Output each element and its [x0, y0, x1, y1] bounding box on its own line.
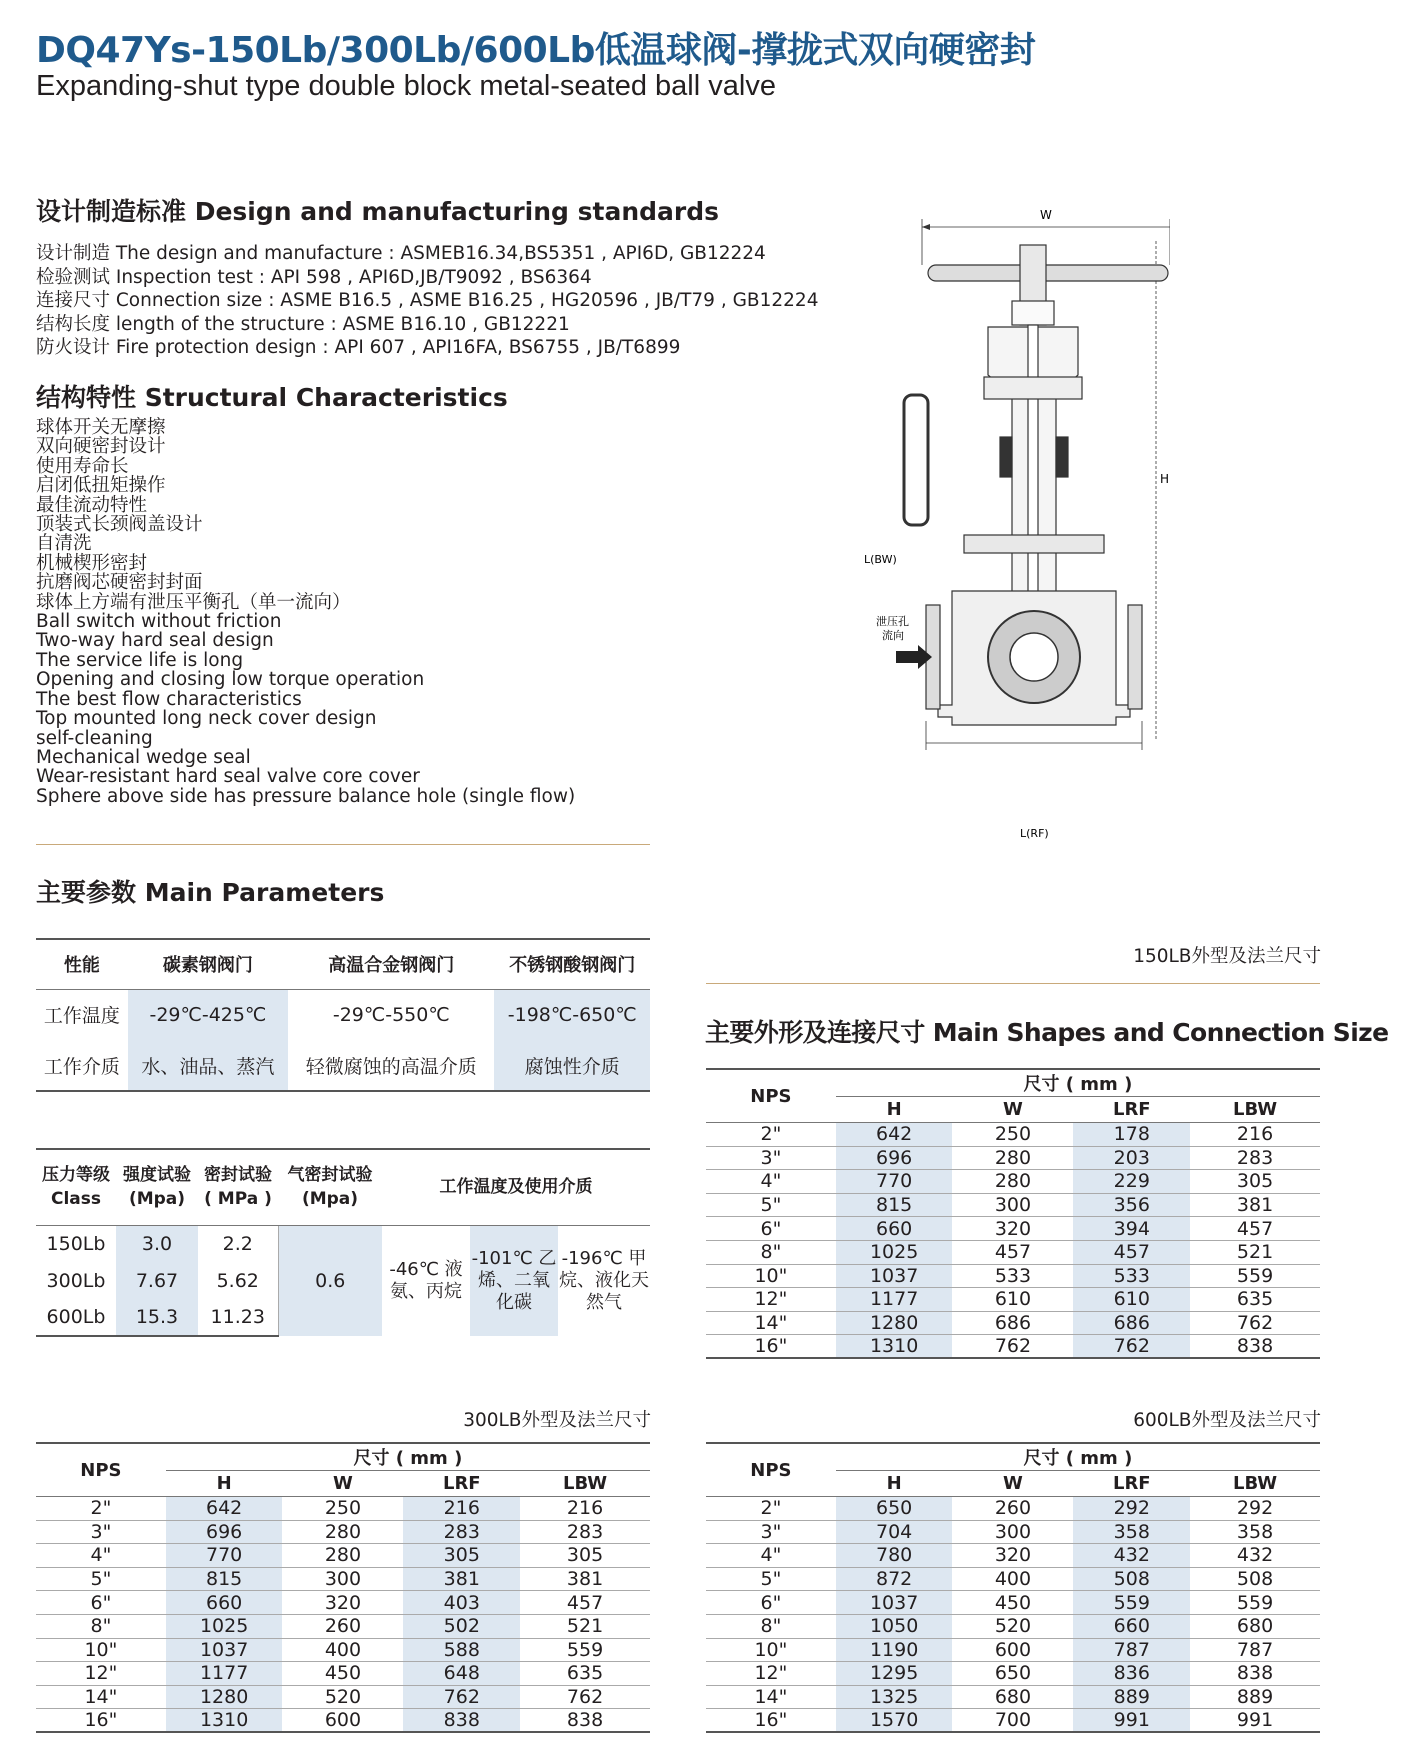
nps-cell: 14" — [706, 1685, 836, 1709]
dim-cell: 1190 — [836, 1638, 953, 1662]
table-row — [706, 1638, 1320, 1662]
dim-cell: 696 — [166, 1520, 283, 1544]
dim-cell: 1025 — [166, 1614, 283, 1638]
dim-cell: 260 — [282, 1614, 403, 1638]
dim-cell: 838 — [403, 1709, 520, 1733]
col-header-nps: NPS — [706, 1069, 836, 1123]
dim-cell: 872 — [836, 1567, 953, 1591]
structural-item: Ball switch without friction — [36, 611, 282, 633]
dim-cell: 1310 — [836, 1335, 953, 1359]
dim-cell: 660 — [166, 1591, 283, 1615]
table-row — [36, 1662, 650, 1686]
dim-cell: 508 — [1073, 1567, 1190, 1591]
dim-cell: 457 — [1190, 1217, 1320, 1241]
table-row — [706, 1567, 1320, 1591]
nps-cell: 6" — [36, 1591, 166, 1615]
structural-item: 最佳流动特性 — [36, 494, 148, 516]
dim-cell: 403 — [403, 1591, 520, 1615]
structural-item: 抗磨阀芯硬密封封面 — [36, 572, 203, 594]
dim-cell: 762 — [952, 1335, 1073, 1359]
structural-item: self-cleaning — [36, 727, 153, 749]
nps-cell: 10" — [36, 1638, 166, 1662]
media-cell: -196℃ 甲烷、液化天然气 — [559, 1247, 649, 1313]
flow-direction-label: 流向 — [882, 629, 904, 642]
structural-list — [36, 418, 575, 806]
dim-cell: 432 — [1190, 1544, 1320, 1568]
perf-cell: -29℃-425℃ — [128, 989, 288, 1040]
lrf-label: L(RF) — [1020, 827, 1049, 840]
dim-cell: 280 — [952, 1146, 1073, 1170]
pressure-cell: 600Lb — [36, 1299, 116, 1336]
table-caption-300lb: 300LB外型及法兰尺寸 — [463, 1410, 651, 1431]
dim-cell: 520 — [952, 1614, 1073, 1638]
standards-heading: 设计制造标准 Design and manufacturing standards — [36, 197, 720, 226]
dim-cell: 320 — [952, 1544, 1073, 1568]
dim-cell: 450 — [282, 1662, 403, 1686]
dim-cell: 216 — [403, 1497, 520, 1521]
relief-hole-label: 泄压孔 — [876, 615, 909, 628]
perf-cell: 水、油品、蒸汽 — [128, 1040, 288, 1091]
dim-cell: 559 — [1073, 1591, 1190, 1615]
dim-cell: 1295 — [836, 1662, 953, 1686]
dim-cell: 762 — [403, 1685, 520, 1709]
performance-table — [36, 938, 650, 1092]
media-cell: -46℃ 液氨、丙烷 — [389, 1258, 463, 1302]
pressure-header: 强度试验 (Mpa) — [116, 1149, 198, 1225]
pressure-cell: 11.23 — [198, 1299, 278, 1336]
nps-cell: 6" — [706, 1217, 836, 1241]
dim-cell: 762 — [1073, 1335, 1190, 1359]
table-row — [706, 1520, 1320, 1544]
dim-cell: 1177 — [166, 1662, 283, 1686]
dim-cell: 770 — [166, 1544, 283, 1568]
table-row — [706, 1709, 1320, 1733]
col-header-nps: NPS — [36, 1443, 166, 1497]
dim-cell: 521 — [520, 1614, 650, 1638]
col-header: LRF — [403, 1471, 520, 1497]
table-row — [706, 1335, 1320, 1359]
table-row — [36, 1591, 650, 1615]
col-header: LBW — [1190, 1097, 1320, 1123]
pressure-cell: 150Lb — [46, 1232, 106, 1255]
table-row — [706, 1217, 1320, 1241]
pressure-cell: 2.2 — [198, 1225, 278, 1262]
dim-cell: 642 — [166, 1497, 283, 1521]
col-header: W — [952, 1471, 1073, 1497]
table-row — [36, 1685, 650, 1709]
perf-cell: 腐蚀性介质 — [494, 1040, 650, 1091]
table-row — [706, 1193, 1320, 1217]
dim-cell: 216 — [1190, 1123, 1320, 1147]
table-row — [36, 1497, 650, 1521]
table-row — [706, 1264, 1320, 1288]
dim-cell: 600 — [282, 1709, 403, 1733]
dim-cell: 680 — [1190, 1614, 1320, 1638]
pressure-table — [36, 1148, 650, 1337]
dim-cell: 838 — [520, 1709, 650, 1733]
dim-cell: 1037 — [836, 1591, 953, 1615]
table-row — [706, 1685, 1320, 1709]
dim-cell: 815 — [836, 1193, 953, 1217]
structural-item: 启闭低扭矩操作 — [36, 475, 166, 497]
dim-table-300lb — [36, 1442, 650, 1733]
dim-header: 尺寸 ( mm ) — [166, 1443, 650, 1471]
dim-cell: 762 — [1190, 1311, 1320, 1335]
dim-cell: 260 — [952, 1497, 1073, 1521]
dim-cell: 642 — [836, 1123, 953, 1147]
shapes-heading: 主要外形及连接尺寸 Main Shapes and Connection Size — [705, 1018, 1389, 1047]
nps-cell: 5" — [706, 1193, 836, 1217]
standards-item: 结构长度 length of the structure : ASME B16.10 , GB12221 — [36, 313, 570, 335]
pressure-header: 工作温度及使用介质 — [382, 1149, 650, 1225]
structural-item: 球体开关无摩擦 — [36, 417, 166, 438]
dim-cell: 502 — [403, 1614, 520, 1638]
dim-cell: 229 — [1073, 1170, 1190, 1194]
pressure-header: 压力等级 Class — [36, 1149, 116, 1225]
nps-cell: 8" — [706, 1240, 836, 1264]
table-row — [706, 1146, 1320, 1170]
table-row — [706, 1497, 1320, 1521]
structural-item: Top mounted long neck cover design — [36, 708, 377, 730]
nps-cell: 5" — [36, 1567, 166, 1591]
table-row — [36, 1709, 650, 1733]
nps-cell: 12" — [706, 1288, 836, 1312]
media-cell: -101℃ 乙烯、二氧化碳 — [470, 1225, 558, 1336]
dim-cell: 283 — [1190, 1146, 1320, 1170]
dim-cell: 991 — [1073, 1709, 1190, 1733]
dim-cell: 283 — [520, 1520, 650, 1544]
dim-cell: 381 — [1190, 1193, 1320, 1217]
dim-cell: 300 — [952, 1520, 1073, 1544]
w-label: W — [1040, 208, 1052, 222]
standards-item: 连接尺寸 Connection size : ASME B16.5 , ASME B16.25 , HG20596 , JB/T79 , GB12224 — [36, 290, 819, 311]
perf-header: 性能 — [36, 939, 128, 989]
dim-cell: 648 — [403, 1662, 520, 1686]
dim-cell: 381 — [520, 1567, 650, 1591]
perf-header: 高温合金钢阀门 — [288, 939, 494, 989]
table-row — [706, 1614, 1320, 1638]
nps-cell: 14" — [36, 1685, 166, 1709]
structural-item: 顶装式长颈阀盖设计 — [36, 514, 203, 536]
dim-cell: 292 — [1190, 1497, 1320, 1521]
dim-cell: 686 — [952, 1311, 1073, 1335]
nps-cell: 8" — [36, 1614, 166, 1638]
pressure-cell: 300Lb — [46, 1269, 106, 1292]
dim-cell: 660 — [836, 1217, 953, 1241]
table-row — [706, 1591, 1320, 1615]
dim-cell: 508 — [1190, 1567, 1320, 1591]
structural-item: 使用寿命长 — [36, 455, 129, 477]
dim-cell: 815 — [166, 1567, 283, 1591]
nps-cell: 10" — [706, 1638, 836, 1662]
dim-cell: 283 — [403, 1520, 520, 1544]
dim-cell: 838 — [1190, 1662, 1320, 1686]
dim-cell: 1310 — [166, 1709, 283, 1733]
structural-item: Two-way hard seal design — [36, 630, 274, 652]
dim-cell: 305 — [520, 1544, 650, 1568]
dim-cell: 356 — [1073, 1193, 1190, 1217]
nps-cell: 16" — [706, 1335, 836, 1359]
col-header: H — [166, 1471, 283, 1497]
perf-cell: 工作温度 — [43, 1005, 120, 1028]
main-params-heading: 主要参数 Main Parameters — [36, 878, 385, 907]
table-caption-150lb: 150LB外型及法兰尺寸 — [1133, 946, 1321, 967]
dim-cell: 650 — [952, 1662, 1073, 1686]
structural-item: The service life is long — [36, 649, 244, 671]
dim-cell: 838 — [1190, 1335, 1320, 1359]
h-label: H — [1160, 472, 1170, 486]
dim-cell: 1025 — [836, 1240, 953, 1264]
dim-cell: 381 — [403, 1567, 520, 1591]
dim-cell: 600 — [952, 1638, 1073, 1662]
page-subtitle: Expanding-shut type double block metal-seated ball valve — [36, 70, 776, 102]
dim-cell: 610 — [1073, 1288, 1190, 1312]
dim-cell: 394 — [1073, 1217, 1190, 1241]
nps-cell: 12" — [706, 1662, 836, 1686]
dim-cell: 305 — [1190, 1170, 1320, 1194]
structural-item: 自清洗 — [36, 533, 92, 555]
nps-cell: 10" — [706, 1264, 836, 1288]
dim-table-600lb — [706, 1442, 1320, 1733]
dim-cell: 780 — [836, 1544, 953, 1568]
structural-item: Wear-resistant hard seal valve core cover — [36, 766, 420, 788]
dim-cell: 533 — [952, 1264, 1073, 1288]
perf-header: 碳素钢阀门 — [128, 939, 288, 989]
dim-cell: 1050 — [836, 1614, 953, 1638]
dim-cell: 457 — [520, 1591, 650, 1615]
structural-item: Sphere above side has pressure balance hole (single flow) — [36, 785, 576, 807]
pressure-header: 气密封试验 (Mpa) — [278, 1149, 382, 1225]
dim-cell: 292 — [1073, 1497, 1190, 1521]
dim-cell: 762 — [520, 1685, 650, 1709]
structural-item: 机械楔形密封 — [36, 552, 148, 574]
dim-cell: 889 — [1073, 1685, 1190, 1709]
pressure-header: 密封试验 ( MPa ) — [198, 1149, 278, 1225]
perf-cell: 轻微腐蚀的高温介质 — [288, 1040, 494, 1091]
dim-cell: 250 — [952, 1123, 1073, 1147]
dim-cell: 457 — [1073, 1240, 1190, 1264]
perf-cell: -29℃-550℃ — [332, 1003, 450, 1026]
page-title: DQ47Ys-150Lb/300Lb/600Lb低温球阀-撑拢式双向硬密封 — [36, 30, 1036, 71]
section-divider — [706, 983, 1320, 984]
dim-cell: 635 — [1190, 1288, 1320, 1312]
dim-cell: 280 — [282, 1520, 403, 1544]
standards-list — [36, 242, 818, 360]
dim-cell: 178 — [1073, 1123, 1190, 1147]
dim-cell: 635 — [520, 1662, 650, 1686]
col-header: LRF — [1073, 1097, 1190, 1123]
table-row — [36, 1520, 650, 1544]
dim-cell: 559 — [1190, 1591, 1320, 1615]
lbw-label: L(BW) — [864, 553, 897, 566]
perf-cell: 工作介质 — [36, 1040, 128, 1091]
pressure-cell: 5.62 — [198, 1262, 278, 1299]
dim-cell: 1570 — [836, 1709, 953, 1733]
dim-header: 尺寸 ( mm ) — [836, 1069, 1320, 1097]
dim-cell: 650 — [836, 1497, 953, 1521]
nps-cell: 12" — [36, 1662, 166, 1686]
dim-cell: 680 — [952, 1685, 1073, 1709]
col-header: H — [836, 1097, 953, 1123]
dim-cell: 696 — [836, 1146, 953, 1170]
dim-cell: 991 — [1190, 1709, 1320, 1733]
dim-cell: 1037 — [836, 1264, 953, 1288]
nps-cell: 3" — [706, 1520, 836, 1544]
dim-cell: 457 — [952, 1240, 1073, 1264]
dim-cell: 1280 — [836, 1311, 953, 1335]
table-row — [36, 1544, 650, 1568]
dim-cell: 320 — [952, 1217, 1073, 1241]
dim-cell: 704 — [836, 1520, 953, 1544]
dim-cell: 836 — [1073, 1662, 1190, 1686]
dim-cell: 1280 — [166, 1685, 283, 1709]
dim-cell: 280 — [282, 1544, 403, 1568]
table-row — [706, 1170, 1320, 1194]
structural-item: 球体上方端有泄压平衡孔（单一流向） — [36, 591, 351, 613]
dim-cell: 520 — [282, 1685, 403, 1709]
table-row — [36, 1614, 650, 1638]
nps-cell: 4" — [36, 1544, 166, 1568]
valve-drawing — [860, 205, 1170, 855]
structural-item: Opening and closing low torque operation — [36, 669, 425, 691]
dim-cell: 300 — [952, 1193, 1073, 1217]
dim-cell: 533 — [1073, 1264, 1190, 1288]
table-row — [706, 1240, 1320, 1264]
table-row — [36, 1638, 650, 1662]
dim-cell: 203 — [1073, 1146, 1190, 1170]
col-header: W — [282, 1471, 403, 1497]
structural-item: 双向硬密封设计 — [36, 436, 166, 458]
dim-cell: 559 — [520, 1638, 650, 1662]
nps-cell: 5" — [706, 1567, 836, 1591]
nps-cell: 4" — [706, 1170, 836, 1194]
col-header-nps: NPS — [706, 1443, 836, 1497]
pressure-cell: 7.67 — [116, 1262, 198, 1299]
dim-cell: 300 — [282, 1567, 403, 1591]
dim-cell: 787 — [1073, 1638, 1190, 1662]
standards-item: 检验测试 Inspection test : API 598 , API6D,JB/T9092 , BS6364 — [36, 266, 592, 288]
table-row — [706, 1288, 1320, 1312]
col-header: LBW — [1190, 1471, 1320, 1497]
dim-table-150lb — [706, 1068, 1320, 1359]
col-header: H — [836, 1471, 953, 1497]
dim-cell: 216 — [520, 1497, 650, 1521]
nps-cell: 6" — [706, 1591, 836, 1615]
dim-cell: 610 — [952, 1288, 1073, 1312]
table-row — [706, 1662, 1320, 1686]
perf-cell: -198℃-650℃ — [494, 989, 650, 1040]
dim-cell: 320 — [282, 1591, 403, 1615]
dim-cell: 1037 — [166, 1638, 283, 1662]
dim-cell: 700 — [952, 1709, 1073, 1733]
dim-cell: 400 — [282, 1638, 403, 1662]
nps-cell: 2" — [706, 1497, 836, 1521]
table-row — [706, 1311, 1320, 1335]
dim-cell: 358 — [1190, 1520, 1320, 1544]
nps-cell: 16" — [706, 1709, 836, 1733]
section-divider — [36, 844, 650, 845]
dim-cell: 250 — [282, 1497, 403, 1521]
nps-cell: 14" — [706, 1311, 836, 1335]
pressure-cell: 3.0 — [116, 1225, 198, 1262]
nps-cell: 8" — [706, 1614, 836, 1638]
dim-cell: 358 — [1073, 1520, 1190, 1544]
col-header: W — [952, 1097, 1073, 1123]
table-caption-600lb: 600LB外型及法兰尺寸 — [1133, 1410, 1321, 1431]
dim-cell: 1177 — [836, 1288, 953, 1312]
nps-cell: 2" — [706, 1123, 836, 1147]
dim-header: 尺寸 ( mm ) — [836, 1443, 1320, 1471]
dim-cell: 660 — [1073, 1614, 1190, 1638]
dim-cell: 400 — [952, 1567, 1073, 1591]
air-seal-cell: 0.6 — [278, 1225, 382, 1336]
structural-heading: 结构特性 Structural Characteristics — [36, 383, 508, 412]
col-header: LRF — [1073, 1471, 1190, 1497]
dim-cell: 770 — [836, 1170, 953, 1194]
table-row — [706, 1544, 1320, 1568]
nps-cell: 16" — [36, 1709, 166, 1733]
col-header: LBW — [520, 1471, 650, 1497]
dim-cell: 787 — [1190, 1638, 1320, 1662]
nps-cell: 3" — [706, 1146, 836, 1170]
dim-cell: 432 — [1073, 1544, 1190, 1568]
dim-cell: 686 — [1073, 1311, 1190, 1335]
standards-item: 防火设计 Fire protection design : API 607 , API16FA, BS6755 , JB/T6899 — [36, 337, 681, 358]
dim-cell: 588 — [403, 1638, 520, 1662]
nps-cell: 4" — [706, 1544, 836, 1568]
dim-cell: 1325 — [836, 1685, 953, 1709]
dim-cell: 559 — [1190, 1264, 1320, 1288]
structural-item: Mechanical wedge seal — [36, 746, 251, 768]
dim-cell: 521 — [1190, 1240, 1320, 1264]
dim-cell: 450 — [952, 1591, 1073, 1615]
dim-cell: 889 — [1190, 1685, 1320, 1709]
nps-cell: 2" — [36, 1497, 166, 1521]
perf-header: 不锈钢酸钢阀门 — [494, 939, 650, 989]
table-row — [706, 1123, 1320, 1147]
dim-cell: 305 — [403, 1544, 520, 1568]
dim-cell: 280 — [952, 1170, 1073, 1194]
structural-item: The best flow characteristics — [36, 688, 302, 710]
nps-cell: 3" — [36, 1520, 166, 1544]
table-row — [36, 1567, 650, 1591]
pressure-cell: 15.3 — [116, 1299, 198, 1336]
standards-item: 设计制造 The design and manufacture : ASMEB16.34,BS5351 , API6D, GB12224 — [36, 243, 766, 264]
